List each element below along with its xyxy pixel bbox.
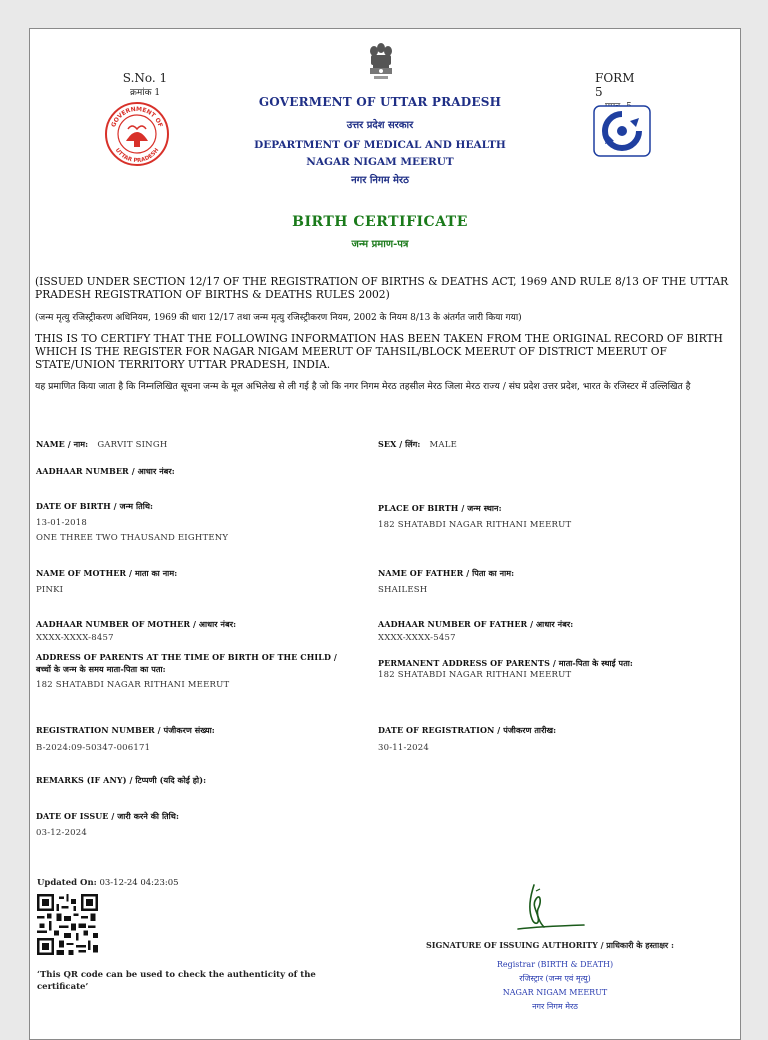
address-at-birth-value: 182 SHATABDI NAGAR RITHANI MEERUT — [36, 680, 230, 690]
name-value: GARVIT SINGH — [97, 440, 168, 450]
signature-mark — [514, 879, 586, 937]
serial-number-label-hindi: क्रमांक 1 — [129, 88, 161, 98]
qr-code-note: ‘This QR code can be used to check the authenticity of the certificate’ — [37, 970, 316, 992]
mother-value: PINKI — [36, 585, 64, 595]
pob-label: PLACE OF BIRTH / जन्म स्थान: — [378, 503, 502, 513]
registration-date-value: 30-11-2024 — [378, 743, 430, 753]
national-emblem-icon — [365, 41, 397, 83]
certificate-title: BIRTH CERTIFICATE — [292, 214, 468, 230]
government-title: GOVERMENT OF UTTAR PRADESH — [258, 95, 502, 109]
pob-value: 182 SHATABDI NAGAR RITHANI MEERUT — [378, 520, 572, 530]
form-number-label: FORM 5 — [595, 71, 635, 99]
dob-words-value: ONE THREE TWO THAUSAND EIGHTENY — [36, 533, 229, 543]
dob-value: 13-01-2018 — [36, 518, 88, 528]
uttar-pradesh-seal-icon — [104, 101, 170, 167]
address-at-birth-label: ADDRESS OF PARENTS AT THE TIME OF BIRTH OF THE CHILD / — [36, 652, 337, 662]
permanent-address-value: 182 SHATABDI NAGAR RITHANI MEERUT — [378, 670, 572, 680]
registrar-block — [430, 958, 680, 1014]
issue-date-value: 03-12-2024 — [36, 828, 88, 838]
sex-value: MALE — [429, 440, 458, 450]
government-title-hindi: उत्तर प्रदेश सरकार — [346, 120, 414, 131]
aadhaar-mother-label: AADHAAR NUMBER OF MOTHER / आधार नंबर: — [36, 619, 237, 629]
aadhaar-father-value: XXXX-XXXX-5457 — [378, 633, 456, 643]
issued-under-text-hindi: (जन्म मृत्यु रजिस्ट्रीकरण अधिनियम, 1969 की धारा 12/17 तथा जन्म मृत्यु रजिस्ट्रीकरण नियम, 2002 के नियम 8/13 के अंतर्गत जारी किया गया) — [35, 313, 522, 323]
registration-number-value: B-2024:09-50347-006171 — [36, 743, 151, 753]
department-title: DEPARTMENT OF MEDICAL AND HEALTH — [254, 139, 506, 151]
certify-text-hindi: यह प्रमाणित किया जाता है कि निम्नलिखित सूचना जन्म के मूल अभिलेख से ली गई है जो कि नगर निगम मेरठ तहसील मेरठ जिला मेरठ राज्य / संघ प्रदेश उत्तर प्रदेश, भारत के रजिस्टर में उल्लिखित है — [35, 381, 691, 392]
name-field — [36, 432, 167, 451]
nagar-nigam-title: NAGAR NIGAM MEERUT — [306, 156, 454, 168]
permanent-address-label: PERMANENT ADDRESS OF PARENTS / माता-पिता के स्थाई पता: — [378, 658, 633, 668]
registrar-line-4: नगर निगम मेरठ — [532, 1002, 578, 1011]
registrar-line-3: NAGAR NIGAM MEERUT — [502, 988, 608, 997]
remarks-label: REMARKS (IF ANY) / टिप्पणी (यदि कोई हो): — [36, 775, 207, 785]
name-label: NAME / नाम: — [36, 439, 89, 449]
health-department-logo-icon — [593, 105, 651, 157]
registrar-line-2: रजिस्ट्रार (जन्म एवं मृत्यु) — [519, 974, 591, 983]
registrar-line-1: Registrar (BIRTH & DEATH) — [496, 960, 614, 969]
father-label: NAME OF FATHER / पिता का नाम: — [378, 568, 515, 578]
nagar-nigam-title-hindi: नगर निगम मेरठ — [351, 175, 409, 186]
mother-label: NAME OF MOTHER / माता का नाम: — [36, 568, 178, 578]
dob-label: DATE OF BIRTH / जन्म तिथि: — [36, 501, 154, 511]
serial-number-label: S.No. 1 — [122, 71, 168, 85]
certificate-page — [29, 28, 741, 1040]
updated-on — [37, 878, 179, 888]
certificate-title-hindi: जन्म प्रमाण-पत्र — [351, 239, 409, 250]
aadhaar-mother-value: XXXX-XXXX-8457 — [36, 633, 114, 643]
updated-on-value: 03-12-24 04:23:05 — [99, 878, 179, 888]
seal-bottom-text: UTTAR PRADESH — [113, 147, 161, 165]
updated-on-label: Updated On: — [37, 878, 97, 888]
address-at-birth-label-hindi: बच्चों के जन्म के समय माता-पिता का पता: — [36, 664, 166, 674]
sex-label: SEX / लिंग: — [378, 439, 421, 449]
signature-label: SIGNATURE OF ISSUING AUTHORITY / प्राधिकारी के हस्ताक्षर : — [426, 940, 674, 950]
serial-number — [115, 71, 175, 98]
aadhaar-father-label: AADHAAR NUMBER OF FATHER / आधार नंबर: — [378, 619, 574, 629]
seal-top-text: GOVERNMENT OF — [110, 105, 164, 129]
qr-code-icon[interactable] — [37, 894, 98, 955]
sex-field — [378, 432, 457, 451]
registration-date-label: DATE OF REGISTRATION / पंजीकरण तारीख: — [378, 725, 557, 735]
aadhaar-label: AADHAAR NUMBER / आधार नंबर: — [36, 466, 175, 476]
registration-number-label: REGISTRATION NUMBER / पंजीकरण संख्या: — [36, 725, 215, 735]
issued-under-text: (ISSUED UNDER SECTION 12/17 OF THE REGISTRATION OF BIRTHS & DEATHS ACT, 1969 AND RULE 8/13 OF THE UTTAR PRADESH REGISTRATION OF BIRTHS & DEATHS RULES 2002) — [35, 275, 729, 301]
issue-date-label: DATE OF ISSUE / जारी करने की तिथि: — [36, 811, 180, 821]
certify-text: THIS IS TO CERTIFY THAT THE FOLLOWING INFORMATION HAS BEEN TAKEN FROM THE ORIGINAL RECORD OF BIRTH WHICH IS THE REGISTER FOR NAGAR NIGAM MEERUT OF TAHSIL/BLOCK MEERUT OF DISTRICT MEERUT OF STATE/UNION TERRITORY UTTAR PRADESH, INDIA. — [35, 332, 723, 371]
father-value: SHAILESH — [378, 585, 428, 595]
